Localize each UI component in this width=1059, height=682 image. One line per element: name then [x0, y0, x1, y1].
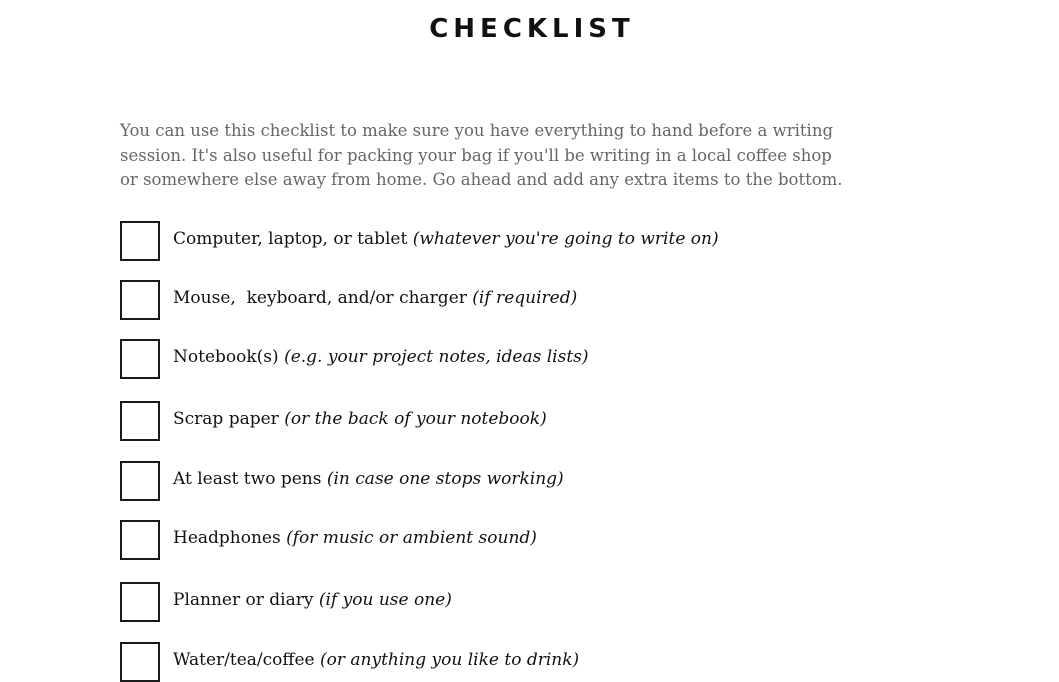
item-label: Headphones	[173, 528, 281, 548]
checklist-item-pens[interactable]	[120, 461, 1020, 501]
checklist-item-planner[interactable]	[120, 582, 1020, 622]
item-label: Planner or diary	[173, 590, 314, 610]
checkbox[interactable]	[120, 461, 160, 501]
checklist-item-computer[interactable]	[120, 221, 1020, 261]
checklist-item-headphones[interactable]	[120, 520, 1020, 560]
item-label: Water/tea/coffee	[173, 650, 315, 670]
checkbox[interactable]	[120, 520, 160, 560]
item-note: (or the back of your notebook)	[284, 409, 547, 429]
intro-line: You can use this checklist to make sure you have everything to hand before a writing	[120, 121, 834, 140]
item-text	[173, 590, 452, 610]
checkbox[interactable]	[120, 339, 160, 379]
item-text	[173, 288, 577, 308]
checkbox[interactable]	[120, 221, 160, 261]
item-text	[173, 347, 589, 367]
item-note: (if you use one)	[318, 590, 452, 610]
checkbox[interactable]	[120, 582, 160, 622]
item-note: (e.g. your project notes, ideas lists)	[284, 347, 589, 367]
item-text	[173, 528, 537, 548]
checklist-item-drink[interactable]	[120, 642, 1020, 682]
item-note: (if required)	[472, 288, 578, 308]
item-label: Mouse, keyboard, and/or charger	[173, 288, 467, 308]
item-note: (whatever you're going to write on)	[412, 229, 719, 249]
item-text	[173, 650, 579, 670]
item-note: (or anything you like to drink)	[320, 650, 580, 670]
checklist-item-notebooks[interactable]	[120, 339, 1020, 379]
checkbox[interactable]	[120, 642, 160, 682]
intro-line: session. It's also useful for packing your bag if you'll be writing in a local coffee shop	[120, 145, 832, 165]
checklist-item-scrap-paper[interactable]	[120, 401, 1020, 441]
intro-paragraph	[120, 119, 920, 193]
item-label: Scrap paper	[173, 409, 279, 429]
item-note: (for music or ambient sound)	[286, 528, 537, 548]
intro-line: or somewhere else away from home. Go ahead and add any extra items to the bottom.	[120, 170, 843, 189]
item-label: Notebook(s)	[173, 347, 279, 367]
item-text	[173, 409, 547, 429]
checkbox[interactable]	[120, 401, 160, 441]
page-title: CHECKLIST	[429, 14, 635, 44]
checkbox[interactable]	[120, 280, 160, 320]
item-note: (in case one stops working)	[326, 469, 564, 489]
item-label: Computer, laptop, or tablet	[173, 229, 408, 249]
item-text	[173, 469, 564, 489]
checklist-item-mouse-keyboard[interactable]	[120, 280, 1020, 320]
item-text	[173, 229, 719, 249]
item-label: At least two pens	[173, 469, 322, 489]
